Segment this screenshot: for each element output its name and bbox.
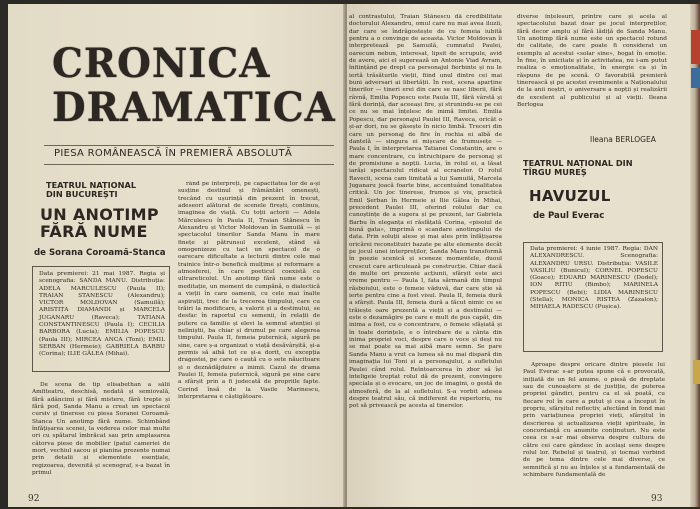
theatre-name: TEATRUL NAȚIONAL DIN BUCUREȘTI — [46, 180, 137, 200]
play-title — [40, 206, 172, 240]
masthead-line-2: DRAMATICA — [52, 84, 336, 131]
play-title: HAVUZUL — [529, 186, 611, 205]
author-line: de Paul Everac — [533, 210, 605, 221]
reviewer-signature: Ileana BERLOGEA — [590, 135, 656, 144]
body-text: De scena de tip elisabethan a sălii Amfiteatru, deschisă, nedată și semiovală, fără adâncimi și fără mistere, fără trepte și fără pod, Sanda Manu a creat un spectacol cursiv și tinerese cu piesa Soranei Coroamă-Stanca Un anotimp fără nume. Schimbând înfățișarea scenei, la vederea celor mai multe ori cu spătarul îmbrăcat sau prin amplasarea câtorva piese de mobilier (patul cameriei de mort, vechiul sacou și pianina prezente numai prin detalii și elementele esențiale, regizoarea, devenită și scenograf, s-a bazat în primul — [32, 382, 170, 477]
play-title-line: UN ANOTIMP — [40, 204, 159, 224]
section-subtitle: PIESA ROMÂNEASCĂ ÎN PREMIERĂ ABSOLUTĂ — [54, 148, 293, 159]
divider-rule — [44, 164, 334, 165]
theatre-name: TEATRUL NAȚIONAL DIN TÎRGU MUREȘ — [523, 158, 633, 178]
left-column-1 — [32, 181, 172, 258]
body-text: rând pe interpreți, pe capacitatea lor de a-și susține destinul și frământări omenești, trecând cu ușurință din prezent în trecut, adeseori alăturat de scenele firești, continuu, imaginea de viață. Cu toții actorii — Adela Mărculescu în Paula II, Traian Stănescu în Alexandru și Victor Moldovan în Samuilă — și spectacolul tinerilor Sanda Manu în mare finețe și pătrunsul excelent, stând să omogenizeze cu tact un spectacol de o oarecare dificultate a lecturii dintre cele mai trainice într-o benefică mulțime și reformare a atmosferei, în care poeticul coexistă cu ultrareticolul. Un anotimp fără nume este o meditație, un moment de cumpănă, o dialectică a vieții în care oamenii, cu cele mai înalte aspirații, trec de la trecerea timpului, care cu trăiri la modificare, a valorii și a destinului, se desfac în raportul cu semenii, în relații de putere ca familie și elevi la semnul atenției și neliniștii, ba chiar și drumul pe care alegerea timpului. Paula II, femeia puternică, sigură pe sine, care ș-a organizat o viață desăvârșită, și-a permis să aibă tot ce și-a dorit, cu excepția dragostei, pe care o caută cu o sete năucitoare și o deznădăjduire a inimii. Cazul de drama Paulei II, femeia puternică, sigură pe sine care a sfârșit prin a fi judecată de propriile fapte. Cerind însă de la Vasile Marinescu, interpretarea e câștigătoare. — [178, 181, 320, 400]
body-text: diverse înțelesuri, printre care și acela al spectacolului bazat doar pe jocul interpreților, fără decor amplu și fără lădiță de Sanda Manu. Un anotimp fără nume este un spectacol rotund de calitate, de care poate fi considerat un exemplu al acestui «solar sine», bogat în emoție. În fine, în unicitate și în activitatea, nu i-am putut realiza o emoționalitate, în energie ca și în răspuns de pe scenă. O favorabilă premieră tinerească și pe acestei evenimente a Naționalului de la anii noștri, o aniversare a nopții și realizării de excelent al publicului și al vieții. Ileana Berlogea — [517, 14, 667, 109]
author-line: de Sorana Coroamă-Stanca — [34, 247, 166, 258]
left-page — [8, 4, 345, 507]
page-number: 93 — [651, 494, 663, 504]
page-number: 92 — [28, 494, 40, 504]
divider-rule — [44, 145, 334, 146]
bookmark-tab — [691, 68, 700, 88]
right-page — [347, 4, 692, 507]
credits-text: Data premierei: 21 mai 1987. Regia și scenografia: SANDA MANU. Distribuția: ADELA MARCULESCU (Paula II); TRAIAN STANESCU (Alexandru); VICTOR MOLDOVAN (Samuilă); ARISTIȚA DIAMANDI și MARCELA JUGANARU (Raveca); TATIANA CONSTANTINESCU (Paula I); CECILIA BARBORA (Lucia); EMILIA POPESCU (Paula III); MIRCEA ANCA (Toni); EMIL SERBAN (Hermeie); GABRIELA BARBU (Corina); ILIE GÂLEA (Mihai). — [39, 271, 165, 358]
credits-box — [523, 242, 663, 352]
body-text: Aproape despre oricare dintre piesele lui Paul Everac s-ar putea spune că e provocată, inițiată de un fel anume, o piesă de dreptate sau de cunoaștere și de justiție, de puterea propriei gândiri, pentru ca el să poată, cu fiecare rol în care a putut și cea a început în propriu, sfârșitul reflectiv, afectând în fond mai prin variațiunea propriei vieți, sfârșitul în descrierea și actualizarea vieții spirituale, în concordanță cu anumite conținuturi. Nu este ceea ce s-ar mai observa despre cultura de către cei care gândesc în același sens despre rolul lor. Rebelul și teatrul, și tocmai vorbind de pe tema dintre cele mai diverse, ce semnifică și nu au înțeles și a fundamentală de schimbare fundamentală de — [523, 362, 665, 479]
bookmark-tab — [691, 30, 700, 64]
right-review-header — [517, 159, 667, 221]
credits-box — [32, 266, 170, 372]
bookmark-tab — [693, 360, 700, 384]
play-title-line: FĂRĂ NUME — [40, 221, 148, 241]
masthead — [52, 40, 336, 140]
body-text: al contrastului, Traian Stănescu dă credibilitate doctorului Alexandru, omul care nu mai avea iluzii, dar care se îndrăgostește de cu femeia iubită pentru a o convinge de aceasta. Victor Moldovan îi interpretează pe Samuilă, cumnatul Paulei, oarecum nebun, interesat, lipsit de scrupule, avid de avere, aici el sugerează un Antonie Viad Avram, înființând pe drept ca personajul fierbinte și nu le iertă trăsăturile vieții, fiind unul dintre cei mai buni adversari ai libertății. În rest, scena aparține tinerilor — tineri erei din care se nasc liberii, fără râvnă, Emilia Popescu este Paula III, fără vârstă și fără dorință, dar aceeași fire, și strunindu-se pe cei ce nu se mai înțelesc de inimă limitei. Emilia Popescu, dar personajul Paulei III, Raveca, oricât o și-ar dori, nu se găsește în nicio limbă. Treceri din care un personaj de fire în rochia ei albă de dantelă — singura ei mișcare de frumusețe — Paula I, în interpretarea Tatianei Constantin, are o mare concentrare, cu întruchipare de personaj și de promisiune a nopții. Lucia, în rolul ei, a lăsat iarăși spectacolul ridicat al ecranelor. O rolul Ravecii, scena cam limitată a lui Samuilă, Marcela Juganaru joacă foarte bine, accentuând tonalitatea critică. Un joc tinerese, frumos și viu, practică Emil Șerban în Hermeie și Ilie Gâlea în Mihai, precedent Paulei III, oferind rolului dar cu cunoștințe de a sugera și pe prezent, iar Gabriela Barbu în eleganța ei răsfățată Corina, «pisoiul de bună gata», imprimă o scandare anotimpului de data. Prin soluții alese și mai ales prin înfățișarea oricărei reconstituiri bazate pe alte elemente decât pe jocul unei interpreților, Sanda Manu transformă în poezie scenică și sceneze momentele, duoul crescut care articulează pe construcție. Chiar dacă de multe ori prezente acțiunii, sfârșit este aici vreme pentru — Paula I, fata sărmană din timpul răsboiului, este o femeie văduvă, dar care știe să ierte pentru cine a fost visul. Paula II, femeia dură a sfârșit. Paula III, femeia dură a făcut nimic ce se trăiește oare prezentă a vieții și a destinului — este o dezamăgire pe care e mult de pus capăt, din inima a fost, cu o concentrare, o femeie sfâșiată și în toate dorințele, e o întrebare de a cânta din inima propriei voci, despre care o voce și deși nu se mai poate sa mai aibă mare semn. Se pare Sanda Manu a vrut ca lumea să nu mai dispară din imaginația lui Toni și a personajului, a sufletului Paulei când rolul. Reîntoarcerea în zbor să își inteligeie treptat rolul dă de prezent, convingere speciala și o evocare, un joc de imagini, o gestă de atmosferă, de la al sufletului. S-a vorbit adesea despre teatrul său, că indiferent de repertoriu, nu pot să privească pe acesta al tinerelor. — [349, 14, 502, 410]
masthead-line-1: CRONICA — [52, 40, 271, 87]
credits-text: Data premierei: 4 iunie 1987. Regia: DAN ALEXANDRESCU. Scenografia: ALEXANDRU URSU. Distribuția: VASILE VASILIU (Bunicul); CORNEL POPESCU (Goace); EDUARD MARINESCU (Dodel); ION RITIU (Bimbo); MARINELA POPESCU (Bebi); LIDIA MARINESCU (Stella); MONICA RISTEA (Zazalon); MIHAELA RADESCU (Pușica). — [530, 246, 658, 311]
